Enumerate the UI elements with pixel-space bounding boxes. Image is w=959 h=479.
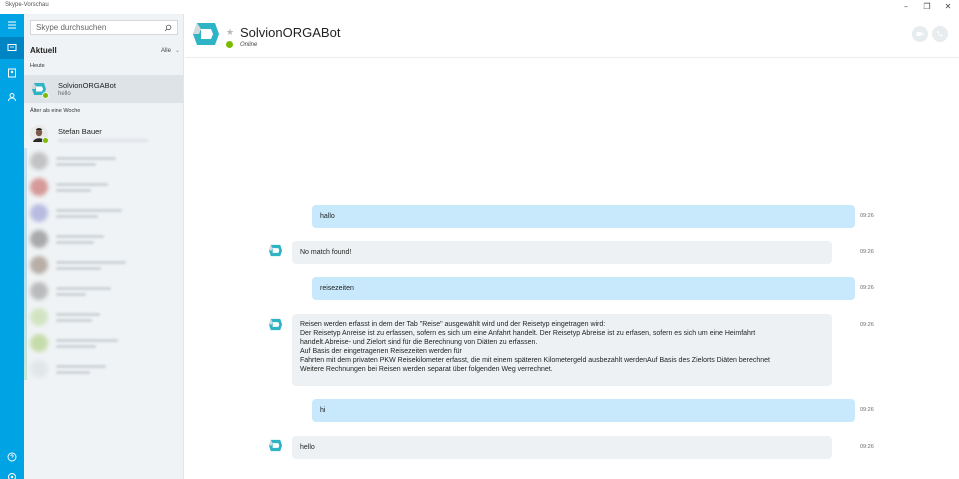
contacts-button[interactable]: [0, 62, 24, 84]
conversation-name: Stefan Bauer: [58, 126, 102, 136]
message-text: hello: [300, 444, 315, 451]
online-status-dot: [226, 41, 233, 48]
message-time: 09:26: [860, 407, 874, 413]
message-text: reisezeiten: [320, 285, 354, 292]
message-text: hallo: [320, 213, 335, 220]
menu-icon: [7, 20, 17, 30]
message-line: handelt.Abreise- und Zielort sind für die Berechnung von Diäten zu erfassen.: [300, 339, 538, 346]
recent-header: [30, 46, 180, 55]
message-line: Fahrten mit dem privaten PKW Reisekilometer erfasst, die mit einem späteren Kilometergeld ausbezahlt werdenAuf Basis des Zielorts Diäten berechnet: [300, 357, 770, 364]
minimize-button[interactable]: –: [904, 2, 908, 11]
message-time: 09:26: [860, 249, 874, 255]
online-status-dot: [42, 92, 49, 99]
favorite-star-icon[interactable]: ★: [226, 28, 235, 38]
chat-contact-name: SolvionORGABot: [240, 25, 341, 40]
message-outgoing[interactable]: [312, 399, 855, 422]
nav-rail: [0, 14, 24, 479]
blurred-conversation-item[interactable]: [24, 254, 184, 276]
message-incoming[interactable]: [292, 241, 832, 264]
window-title: Skype-Vorschau: [5, 2, 49, 8]
chat-icon: [7, 43, 17, 53]
blurred-preview: [58, 139, 148, 142]
search-input[interactable]: [30, 20, 178, 35]
bot-avatar: [30, 80, 48, 98]
menu-button[interactable]: [0, 14, 24, 36]
message-time: 09:26: [860, 444, 874, 450]
message-incoming[interactable]: [292, 436, 832, 459]
help-button[interactable]: [0, 446, 24, 468]
audio-call-button[interactable]: [932, 26, 948, 42]
settings-icon: [7, 472, 17, 479]
people-icon: [7, 92, 17, 102]
message-outgoing[interactable]: [312, 205, 855, 228]
filter-dropdown[interactable]: Alle: [160, 47, 171, 54]
blurred-conversation-item[interactable]: [24, 228, 184, 250]
bot-logo-icon[interactable]: [190, 18, 222, 50]
group-label-older: Älter als eine Woche: [30, 108, 81, 114]
blurred-conversation-item[interactable]: [24, 306, 184, 328]
bot-logo-icon: [267, 437, 284, 454]
maximize-button[interactable]: ❐: [923, 2, 931, 11]
blurred-conversation-item[interactable]: [24, 332, 184, 354]
settings-button[interactable]: [0, 466, 24, 479]
video-icon: [916, 30, 924, 38]
message-incoming[interactable]: [292, 314, 832, 386]
message-line: Der Reisetyp Anreise ist zu erfassen, sofern es sich um eine Anfahrt handelt. Der Reisetyp Abreise ist zu erfasen, sofern es sich um eine Heimfahrt: [300, 330, 756, 337]
message-text: hi: [320, 407, 326, 414]
chat-header: [185, 14, 959, 58]
phone-icon: [936, 30, 944, 38]
message-time: 09:26: [860, 322, 874, 328]
help-icon: [7, 452, 17, 462]
conversation-list: [24, 14, 184, 479]
chat-contact-status: Online: [240, 42, 258, 48]
blurred-conversation-item[interactable]: [24, 202, 184, 224]
chats-button[interactable]: [0, 37, 24, 59]
message-time: 09:26: [860, 285, 874, 291]
conversation-item-stefan-bauer[interactable]: [24, 120, 184, 148]
blurred-conversation-item[interactable]: [24, 176, 184, 198]
people-button[interactable]: [0, 86, 24, 108]
bot-logo-icon: [267, 316, 284, 333]
online-status-dot: [42, 137, 49, 144]
close-button[interactable]: ✕: [944, 2, 952, 11]
user-avatar: [30, 125, 48, 143]
chevron-down-icon: ⌄: [174, 48, 180, 54]
message-line: Reisen werden erfasst in dem der Tab "Reise" ausgewählt wird und der Reisetyp eingetragen wird:: [300, 321, 606, 328]
bot-logo-icon: [267, 242, 284, 259]
message-outgoing[interactable]: [312, 277, 855, 300]
conversation-preview: hello: [58, 91, 71, 97]
conversation-item-solvionorgabot[interactable]: [24, 75, 184, 103]
recent-heading: Aktuell: [30, 46, 57, 55]
message-line: Weitere Rechnungen bei Reisen werden separat über folgenden Weg verrechnet.: [300, 366, 553, 373]
blurred-conversation-item[interactable]: [24, 358, 184, 380]
video-call-button[interactable]: [912, 26, 928, 42]
conversation-name: SolvionORGABot: [58, 81, 116, 90]
blurred-conversation-item[interactable]: [24, 280, 184, 302]
message-time: 09:26: [860, 213, 874, 219]
group-label-today: Heute: [30, 63, 45, 69]
contacts-icon: [7, 68, 17, 78]
title-bar: [0, 0, 959, 14]
blurred-conversation-item[interactable]: [24, 150, 184, 172]
search-icon: [164, 24, 172, 32]
message-text: No match found!: [300, 249, 352, 256]
search-placeholder: Skype durchsuchen: [36, 23, 107, 32]
message-line: Auf Basis der eingetragenen Reisezeiten werden für: [300, 348, 462, 355]
